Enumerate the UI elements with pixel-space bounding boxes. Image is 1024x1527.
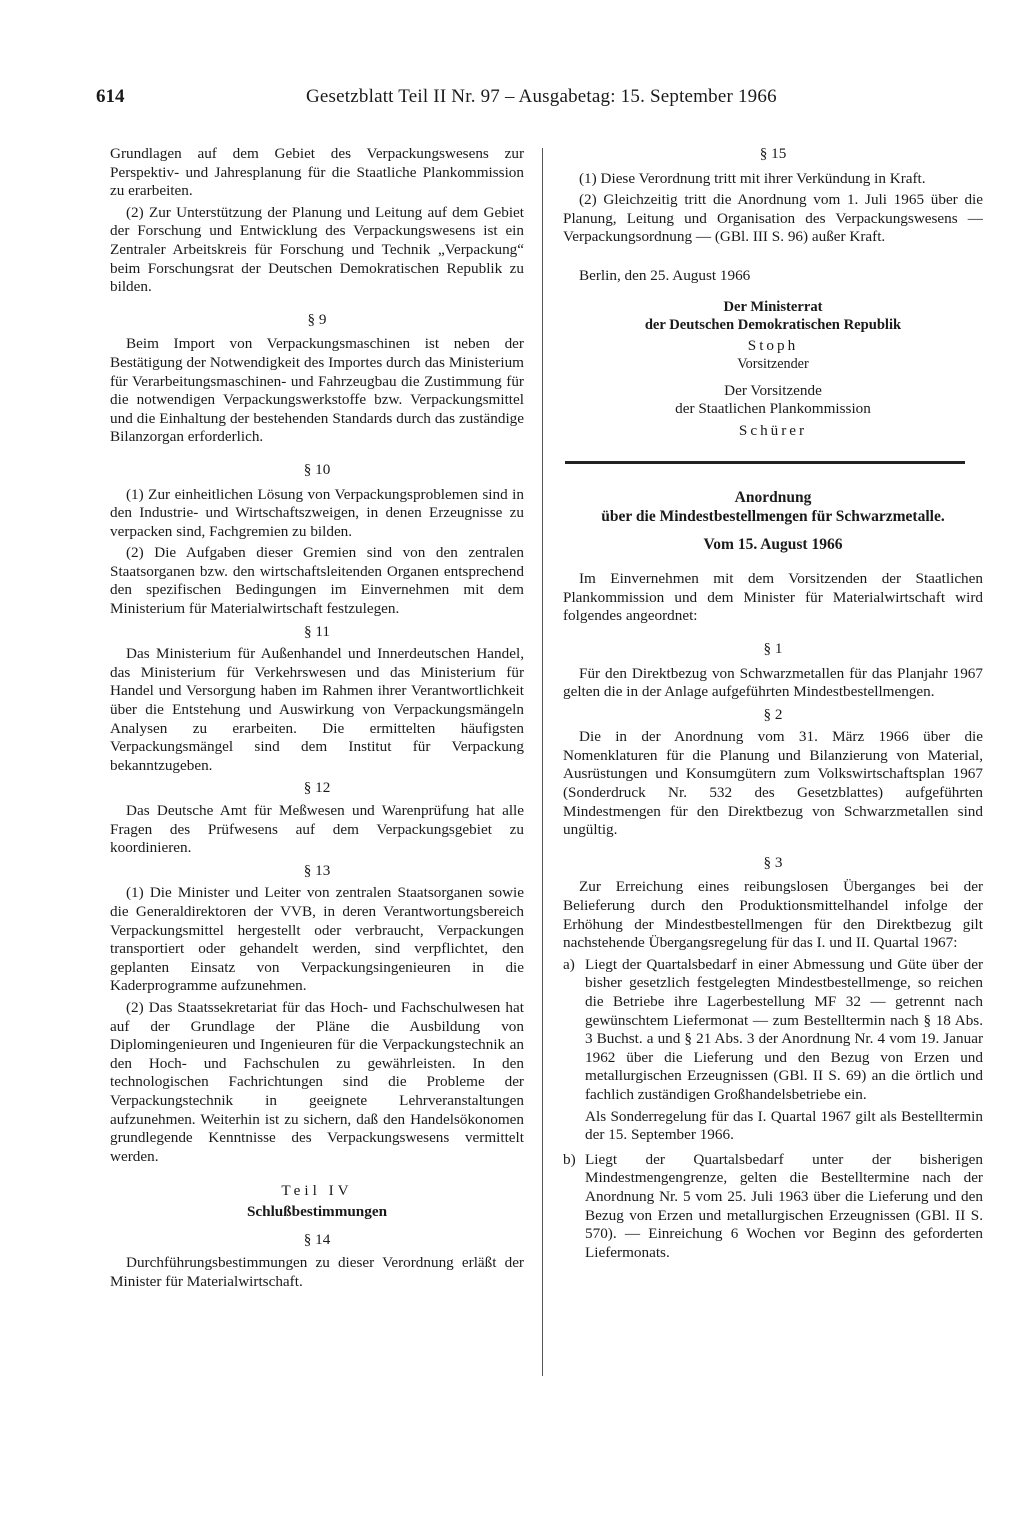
paragraph-8-2: (2) Zur Unterstützung der Planung und Leitung auf dem Gebiet der Forschung und Entwicklung des Verpackungswesens ist ein Zentraler Arbeitskreis für Forschung und Technik „Verpackung“ beim Forschungsrat der Deutschen Demokratischen Republik zu bilden. — [110, 203, 524, 296]
section-heading-12: § 12 — [303, 779, 331, 797]
place-date: Berlin, den 25. August 1966 — [579, 266, 751, 284]
section-heading-9: § 9 — [307, 310, 327, 328]
section-heading-1: § 1 — [763, 639, 783, 657]
signatory-name-schuerer: Schürer — [738, 421, 808, 439]
right-column — [563, 145, 983, 1268]
list-item-b-label: b) — [563, 1150, 576, 1168]
section-heading-15: § 15 — [759, 145, 787, 162]
signatory-title-2: Der Vorsitzende — [724, 381, 822, 399]
signatory-organ-line-2: der Deutschen Demokratischen Republik — [644, 316, 902, 333]
part-title: Schlußbestimmungen — [246, 1202, 388, 1220]
paragraph-13-1: (1) Die Minister und Leiter von zentralen Staatsorganen sowie die Generaldirektoren der VVB, in deren Verantwortungsbereich Verpackungsmittel hergestellt oder verbraucht, Verpackungen transportiert oder gehandelt werden, sind verpflichtet, den geplanten Einsatz von Verpackungsingenieuren in die Kaderprogramme aufzunehmen. — [110, 884, 524, 995]
section-heading-2: § 2 — [763, 705, 783, 723]
left-column — [110, 145, 524, 1294]
horizontal-rule — [565, 461, 965, 464]
paragraph-10-2: (2) Die Aufgaben dieser Gremien sind von den zentralen Staatsorganen bzw. den wirtschaftsleitenden Organen entsprechend den spezifischen Bedingungen im Einvernehmen mit dem Ministerium für Materialwirtschaft festzulegen. — [110, 544, 524, 618]
decree-date: Vom 15. August 1966 — [703, 535, 843, 553]
paragraph-15-1: (1) Diese Verordnung tritt mit ihrer Verkündung in Kraft. — [579, 169, 926, 187]
paragraph-2: Die in der Anordnung vom 31. März 1966 über die Nomenklaturen für die Planung und Bilanzierung von Material, Ausrüstungen und Konsumgütern zum Volkswirtschaftsplan 1967 (Sonderdruck Nr. 532 des Gesetzblattes) aufgeführten Mindestmengen für den Direktbezug von Schwarzmetallen sind ungültig. — [563, 728, 983, 839]
paragraph-14: Durchführungsbestimmungen zu dieser Verordnung erläßt der Minister für Materialwirtschaft. — [110, 1254, 524, 1290]
part-heading: Teil IV — [281, 1182, 353, 1200]
signatory-title-2-line-2: der Staatlichen Plankommission — [675, 400, 871, 418]
section-heading-11: § 11 — [303, 622, 330, 640]
list-item-a-label: a) — [563, 955, 575, 973]
paragraph-15-2: (2) Gleichzeitig tritt die Anordnung vom 1. Juli 1965 über die Planung, Leitung und Organisation des Verpackungswesens — Verpackungsordnung — (GBl. III S. 96) außer Kraft. — [563, 191, 983, 246]
paragraph-13-2: (2) Das Staatssekretariat für das Hoch- und Fachschulwesen hat auf der Grundlage der Pläne die Ausbildung von Diplomingenieuren und Ingenieuren für die Verpackungstechnik an den Hoch- und Fachschulen zu gewährleisten. In den technologischen Fachrichtungen sind die Probleme der Verpackungstechnik in geeignete Lehrveranstaltungen aufzunehmen. Weiterhin ist zu sichern, daß den Handelsökonomen grundlegende Kenntnisse des Verpackungswesens vermittelt werden. — [110, 998, 524, 1165]
section-heading-13: § 13 — [303, 861, 331, 879]
page-number: 614 — [96, 86, 125, 107]
list-item-a-subtext: Als Sonderregelung für das I. Quartal 1967 gilt als Bestelltermin der 15. September 1966. — [585, 1107, 983, 1144]
signatory-name-stoph: Stoph — [747, 336, 799, 354]
paragraph-10-1: (1) Zur einheitlichen Lösung von Verpackungsproblemen sind in den Industrie- und Wirtschaftszweigen, in denen Erzeugnisse zu verpacken sind, Fachgremien zu bilden. — [110, 485, 524, 540]
paragraph-9: Beim Import von Verpackungsmaschinen ist neben der Bestätigung der Notwendigkeit des Importes durch das Ministerium für Verarbeitungsmaschinen- und Fahrzeugbau die Zustimmung für die notwendigen Verpackungswerkstoffe bzw. Verpackungsmittel und die Einhaltung der bestehenden Standards durch das zuständige Bilanzorgan erforderlich. — [110, 335, 524, 446]
signatory-role-chairman: Vorsitzender — [737, 356, 809, 373]
signatory-organ: Der Ministerrat — [723, 298, 823, 315]
list-item-b-text: Liegt der Quartalsbedarf unter der bisherigen Mindestmengengrenze, gelten die Bestelltermine nach der Anordnung Nr. 5 vom 25. Juli 1963 über die Lieferung und den Bezug von Erzen und metallurgischen Erzeugnissen (GBl. II S. 570). — Einreichung 6 Wochen vor Beginn des geforderten Liefermonats. — [585, 1150, 983, 1261]
paragraph-intro: Grundlagen auf dem Gebiet des Verpackungswesens zur Perspektiv- und Jahresplanung für die Staatliche Plankommission zu erarbeiten. — [110, 145, 524, 200]
list-item-a — [563, 956, 983, 1148]
paragraph-1: Für den Direktbezug von Schwarzmetallen für das Planjahr 1967 gelten die in der Anlage aufgeführten Mindestbestellmengen. — [563, 664, 983, 701]
decree-subtitle: über die Mindestbestellmengen für Schwarzmetalle. — [601, 507, 945, 525]
list-item-b — [563, 1151, 983, 1266]
paragraph-11: Das Ministerium für Außenhandel und Innerdeutschen Handel, das Ministerium für Verkehrswesen und das Ministerium für Handel und Versorgung haben im Rahmen ihrer Verantwortlichkeit über die Entstehung und Auswirkung von Verpackungsmängeln Analysen zu erarbeiten. Die ermittelten häufigsten Verpackungsmängel sind dem Institut für Verpackung bekanntzugeben. — [110, 645, 524, 774]
running-header: Gesetzblatt Teil II Nr. 97 – Ausgabetag: 15. September 1966 — [306, 86, 777, 107]
list-item-a-text: Liegt der Quartalsbedarf in einer Abmessung und Güte über der bisher gesetzlich festgelegten Mindestbestellmenge, so reichen die Betriebe ihre Lagerbestellung MF 32 — getrennt nach gewünschtem Liefermonat — zum Bestelltermin nach § 18 Abs. 3 Buchst. a und § 21 Abs. 3 der Anordnung Nr. 4 vom 19. Januar 1962 über die Lieferung und den Bezug von Erzen und metallurgischen Erzeugnissen (GBl. II S. 69) an die örtlich und fachlich zuständigen Großhandelsbetriebe ein. — [585, 955, 983, 1103]
decree-title: Anordnung — [734, 488, 812, 506]
column-divider — [542, 148, 543, 1376]
section-heading-10: § 10 — [303, 460, 331, 478]
section-heading-14: § 14 — [303, 1231, 331, 1249]
paragraph-3: Zur Erreichung eines reibungslosen Überganges bei der Belieferung durch den Produktionsmittelhandel infolge der Erhöhung der Mindestbestellmengen für den Direktbezug gilt nachstehende Übergangsregelung für das I. und II. Quartal 1967: — [563, 878, 983, 952]
section-heading-3: § 3 — [763, 853, 783, 871]
paragraph-preamble: Im Einvernehmen mit dem Vorsitzenden der Staatlichen Plankommission und dem Minister für Materialwirtschaft wird folgendes angeordnet: — [563, 570, 983, 625]
paragraph-12: Das Deutsche Amt für Meßwesen und Warenprüfung hat alle Fragen des Prüfwesens auf dem Verpackungsgebiet zu koordinieren. — [110, 802, 524, 857]
